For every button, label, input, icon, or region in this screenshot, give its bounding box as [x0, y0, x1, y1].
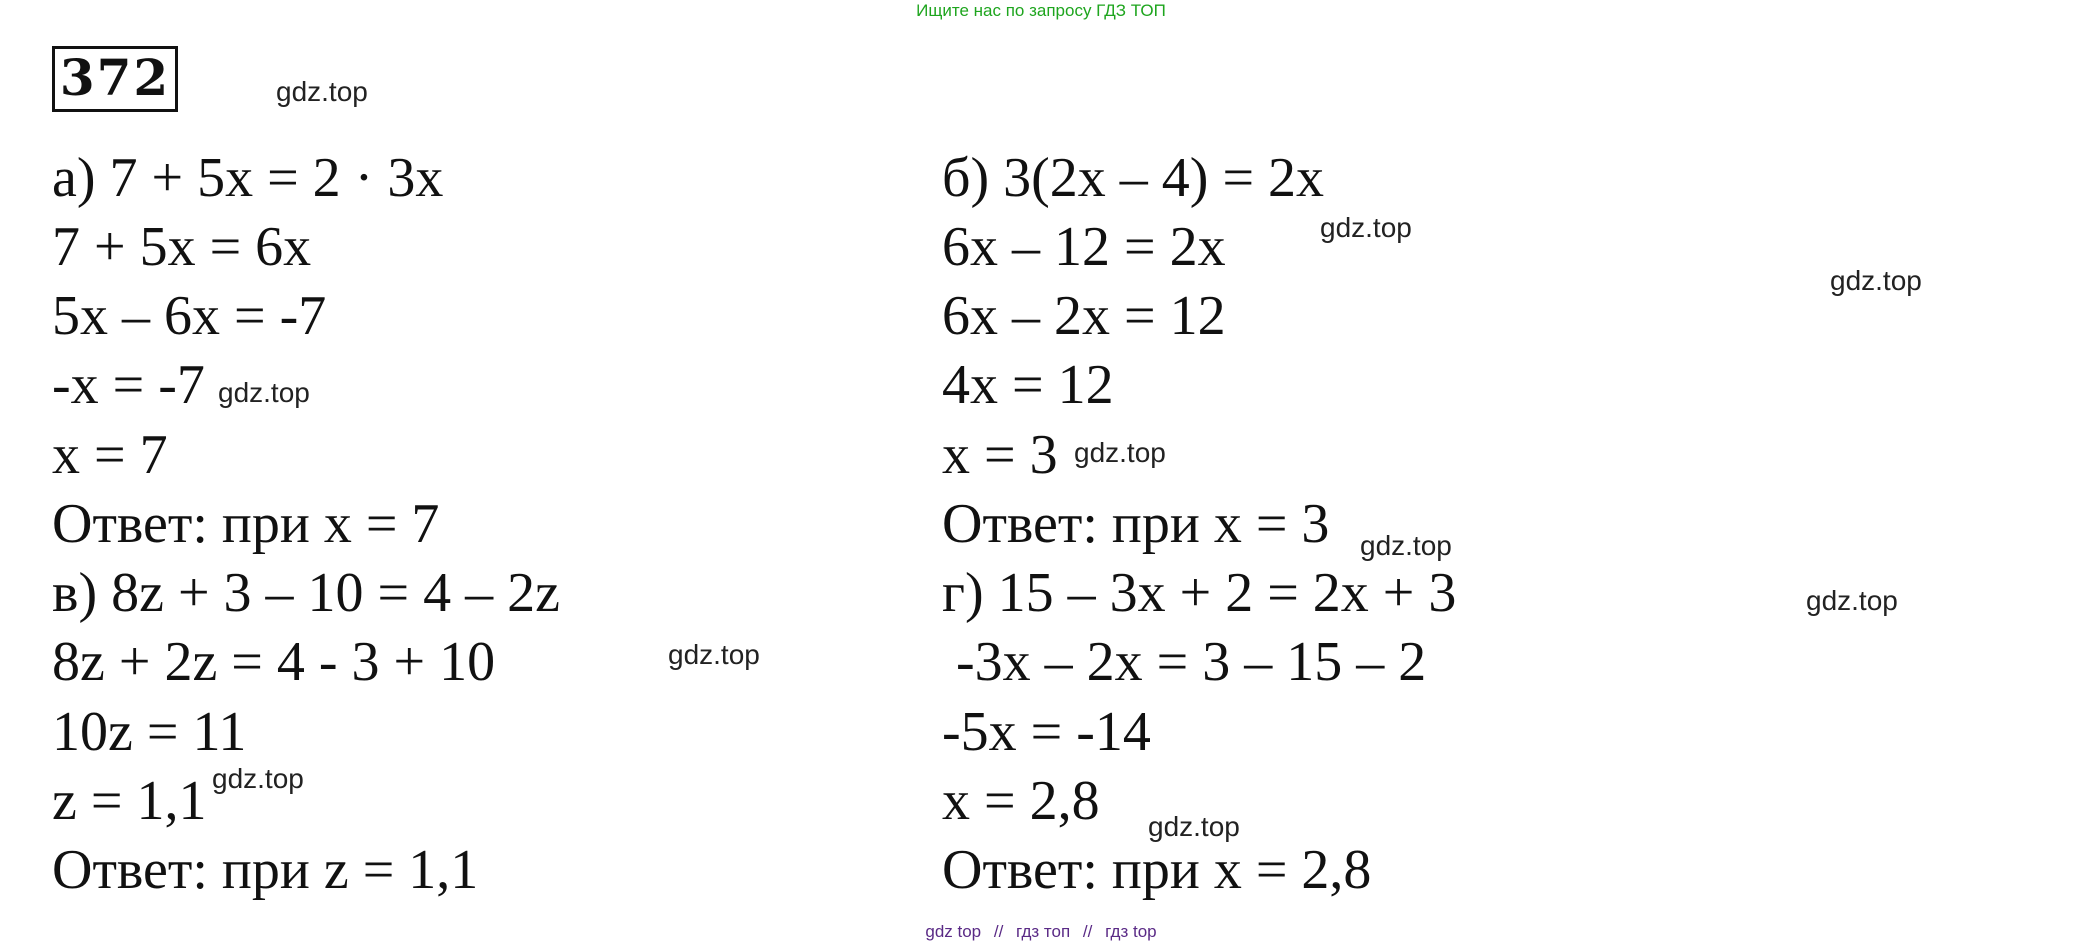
- footer-links: [0, 922, 2082, 942]
- equation-line: 5x – 6x = -7: [52, 285, 327, 347]
- watermark: gdz.top: [1148, 811, 1240, 842]
- equation-line: -3x – 2x = 3 – 15 – 2: [942, 631, 1427, 693]
- answer-line: Ответ: при x = 3: [942, 493, 1330, 555]
- answer-line: Ответ: при x = 2,8: [942, 839, 1372, 901]
- watermark: gdz.top: [218, 377, 310, 408]
- equation-line: в) 8z + 3 – 10 = 4 – 2z: [52, 562, 560, 624]
- watermark: gdz.top: [276, 76, 368, 107]
- equation-line: x = 7: [52, 424, 168, 486]
- problem-number: 372: [52, 46, 178, 112]
- watermark: gdz.top: [1360, 530, 1452, 561]
- top-banner: Ищите нас по запросу ГДЗ ТОП: [916, 1, 1166, 20]
- equation-line: -5x = -14: [942, 701, 1151, 763]
- watermark: gdz.top: [212, 763, 304, 794]
- watermark: gdz.top: [1074, 437, 1166, 468]
- equation-line: г) 15 – 3x + 2 = 2x + 3: [942, 562, 1457, 624]
- equation-line: 8z + 2z = 4 - 3 + 10: [52, 631, 496, 693]
- equation-line: -x = -7: [52, 354, 205, 416]
- watermark: gdz.top: [668, 639, 760, 670]
- watermark: gdz.top: [1830, 265, 1922, 296]
- footer-link[interactable]: гдз топ: [1016, 922, 1071, 941]
- equation-line: 10z = 11: [52, 701, 247, 763]
- footer-separator: //: [993, 922, 1004, 941]
- equation-line: 7 + 5x = 6x: [52, 216, 312, 278]
- equation-line: 6x – 12 = 2x: [942, 216, 1226, 278]
- answer-line: Ответ: при z = 1,1: [52, 839, 479, 901]
- equation-line: x = 3: [942, 424, 1058, 486]
- footer-link[interactable]: гдз top: [1105, 922, 1157, 941]
- answer-line: Ответ: при x = 7: [52, 493, 440, 555]
- equation-line: x = 2,8: [942, 770, 1100, 832]
- equation-line: 4x = 12: [942, 354, 1114, 416]
- watermark: gdz.top: [1320, 212, 1412, 243]
- equation-line: б) 3(2x – 4) = 2x: [942, 147, 1325, 209]
- footer-link[interactable]: gdz top: [925, 922, 982, 941]
- equation-line: z = 1,1: [52, 770, 207, 832]
- equation-line: 6x – 2x = 12: [942, 285, 1226, 347]
- footer-separator: //: [1082, 922, 1093, 941]
- watermark: gdz.top: [1806, 585, 1898, 616]
- equation-line: а) 7 + 5x = 2 · 3x: [52, 147, 444, 209]
